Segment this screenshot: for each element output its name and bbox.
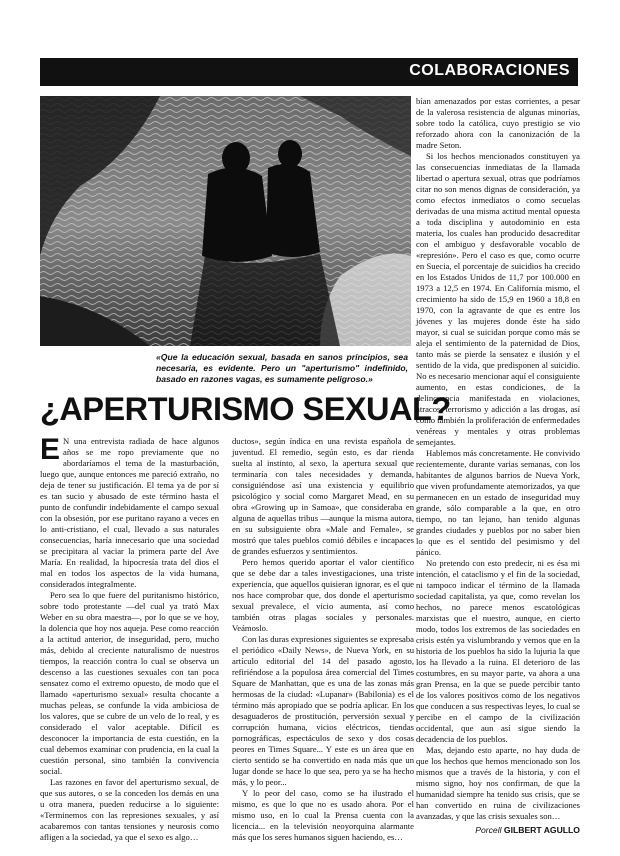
article-column-3 [416,96,580,836]
section-banner [40,58,578,86]
paragraph: Pero sea lo que fuere del puritanismo histórico, sobre todo protestante —del cual ya trató Max Weber en su obra maestra—, por lo que se ve hoy, la dolencia que hoy nos aqueja. Pese como reacción a la actitud anterior, de inseguridad, pero, mucho más, debido al creciente naturalismo de nuestros tiempos, la reacción contra lo cual se observa un descenso a las cuestiones sexuales con tan poca sensatez como el extremo opuesto, de modo que el llamado «aperturismo sexual» resulta chocante a muchas peleas, se confunde la vida ambiciosa de los valores, que se cubre de un velo de lo real, y es considerado el valor aceptable. Difícil es desconocer la importancia de esta cuestión, en la cual debemos examinar con prudencia, en la cual la cuestión personal, sino también la convivencia social. [40,590,219,776]
paragraph: No pretendo con esto predecir, ni es ésa mi intención, el cataclismo y el fin de la sociedad, ni tampoco indicar el término de la llamada sociedad capitalista, ya que, como revelan los hechos, no parece menos escatológicas marxistas que el nuestro, aunque, en cierto modo, todos los extremos de las sociedades en crisis estén ya vislumbrando y vemos que en la historia de los pueblos ha sido la lujuria la que los ha llevado a la ruina. El deterioro de las costumbres, en su mayor parte, va ahora a una gran Prensa, en la que se puede percibir tanto de los valores positivos como de los negativos que conducen a sus respectivas leyes, lo cual se percibe en el campo de la civilización occidental, que aun así sigue siendo la decadencia de los pueblos. [416,558,580,744]
paragraph: Hablemos más concretamente. He convivido recientemente, durante varias semanas, con los habitantes de algunos barrios de Nueva York, que viven profundamente atemorizados, ya que permanecen en un estado de inseguridad muy grande, sólo comparable a la que, en otro tiempo, no tan lejano, han tenido algunas grandes ciudades y pueblos por no saber bien lo que es el sentido del pesimismo y del pánico. [416,448,580,557]
paragraph: ductos», según índica en una revista española de juventud. El remedio, según esto, es dar rienda suelta al instinto, al sexo, la apertura sexual que terminaría con tales necesidades y demanda, consiguiéndose así una existencia y equilibrio psicológico y social como Margaret Mead, en su obra «Growing up in Samoa», que consideraba en alguna de aquellas tribus —aunque la misma autora, en su subsiguiente obra «Male and Female», se mostró que tales pueblos comió débiles e incapaces de grandes esfuerzos y sentimientos. [232,436,414,556]
couple-silhouette-photo [40,96,411,346]
paragraph: Mas, dejando esto aparte, no hay duda de que los hechos que hemos mencionado son los mismos que a través de la historia, y con el mismo signo, hoy nos confirman, de que la humanidad siempre ha tenido sus crisis, que se han convertido en ruina de civilizaciones avanzadas, y que las crisis sexuales son… [416,745,580,821]
photo-image [40,96,411,346]
paragraph: Las razones en favor del aperturismo sexual, de que sus autores, o se la conceden los demás en una u otra manera, pueden reducirse a lo siguiente: «Terminemos con las represiones sexuales, y así acabaremos con tantas tensiones y neurosis como afligen a la sociedad, ya que el sexo es algo… [40,777,219,842]
paragraph: Pero hemos querido aportar el valor científico que se debe dar a tales investigaciones, una triste experiencia, que aquellos quisieran ignorar, es el que nos hace comprobar que, dos donde el aperturismo sexual prevalece, el vicio aumenta, así como también otras plagas sociales y personales. Veámoslo. [232,557,414,633]
article-column-2 [232,436,414,843]
paragraph [40,433,219,590]
author-name: GILBERT AGULLO [503,825,580,835]
author-signature [416,825,580,836]
photo-caption: «Que la educación sexual, basada en sanos principios, sea necesaria, es evidente. Pero un "aperturismo" indefinido, basado en razones vagas, es sumamente peligroso.» [156,352,408,384]
paragraph: bían amenazados por estas corrientes, a pesar de la valerosa resistencia de algunas minorías, sobre todo la católica, cuyo prestigio se vio reforzado ahora con la canonización de la madre Seton. [416,96,580,150]
drop-cap: E [40,433,61,466]
article-column-1 [40,433,219,843]
paragraph: Y lo peor del caso, como se ha ilustrado el mismo, es que lo que no es usado ahora. Por el mismo uso, en lo cual la Prensa cuenta con la licencia... en la televisión neoyorquina alarmante más que los seres humanos siguen haciendo, es… [232,788,414,842]
section-title: COLABORACIONES [409,62,570,79]
paragraph: Si los hechos mencionados constituyen ya las consecuencias inmediatas de la llamada libertad o apertura sexual, otras que podríamos citar no son menos dignas de consideración, ya como efectos inmediatos o como secuelas derivadas de una misma actitud mental opuesta a toda disciplina y autodominio en esta materia, los cuales han producido desacreditar con el ambiguo y desfavorable vocablo de «represión». Pero el caso es que, como ocurre en Suecia, el porcentaje de suicidios ha crecido en los Estados Unidos de 11,7 por 100.000 en 1973 a 12,5 en 1974. En California mismo, el crecimiento ha sido de 15,9 en 1960 a 18,8 en 1970, con la agravante de que es entre los jóvenes y las mujeres donde éste ha sido mayor, si cual se suicidan porque como más se aleja el sentimiento de la paternidad de Dios, tanto más se pierde la sensatez e ilusión y el sentido de la vida, que predisponen al suicidio. No es necesario mencionar aquí el consiguiente aumento, en estas condiciones, de la delincuencia manifestada en violaciones, atracos, terrorismo y adicción a las drogas, así como también la proliferación de enfermedades venéreas y mentales y otras problemas semejantes. [416,151,580,447]
signature-label: Porcell [475,825,502,835]
paragraph: Con las duras expresiones siguientes se expresaba el periódico «Daily News», de Nueva York, en su artículo editorial del 14 del pasado agosto, refiriéndose a la populosa área comercial del Times Square de Manhattan, que es una de las zonas más hermosas de la ciudad: «Lupanar» (Babilonia) es el término más apropiado que se podría aplicar. En los desaguaderos de prostitución, perversión sexual y corrupción humana, vicios eléctricos, tiendas pornográficas, espectáculos de sexo y dos cosas peores en Times Square... Y este es un área que en cierto sentido se ha convertido en nada más que un lugar donde se hace lo que sea, pero ya se ha hecho más, y lo peor... [232,634,414,787]
article-headline: ¿APERTURISMO SEXUAL? [40,391,451,427]
paragraph-text: N una entrevista radiada de hace algunos años se me ropo previamente que no abordaríamos el tema de la masturbación, luego que, aunque entonces me pareció extraño, no deja de tener su justificación. El tema ya de por sí es tan sucio y abusado de este término hasta el punto de confundir indebidamente el campo sexual con la obsesión, por ese puritano rayano a veces en lo anti-cristiano, el cual, llevado a sus naturales consecuencias, haría innecesario que una sociedad se precipitara al vaciar la primera parte del Ave María. En realidad, la hipocresía trata del dios el mal en todos los aspectos de la vida humana, considerados integralmente. [40,436,219,589]
